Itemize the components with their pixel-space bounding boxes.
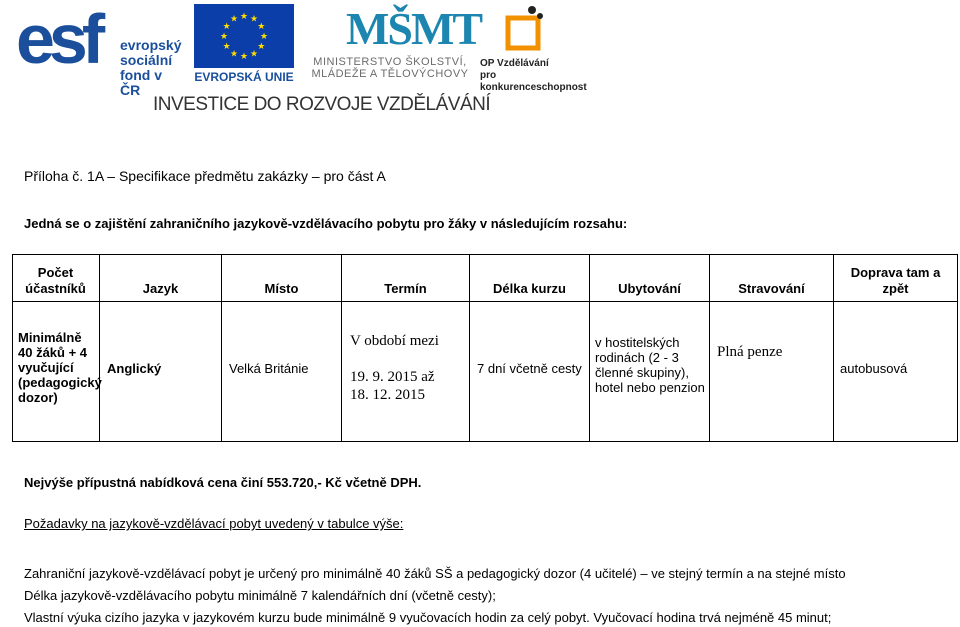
- intro-text: Jedná se o zajištění zahraničního jazykově-vzdělávacího pobytu pro žáky v následujícím rozsahu:: [24, 216, 628, 231]
- eu-star-icon: ★: [239, 51, 249, 61]
- eu-star-icon: ★: [229, 48, 239, 59]
- slogan: INVESTICE DO ROZVOJE VZDĚLÁVÁNÍ: [153, 94, 491, 115]
- cell-language: Anglický: [107, 361, 162, 376]
- cell-board: Plná penze: [717, 344, 783, 360]
- op-line1: OP Vzdělávání: [480, 58, 549, 69]
- eu-star-icon: ★: [259, 31, 269, 41]
- requirements-heading: Požadavky na jazykově-vzdělávací pobyt uvedený v tabulce výše:: [24, 516, 404, 531]
- eu-star-icon: ★: [219, 31, 229, 41]
- op-mark-icon: [504, 4, 548, 52]
- eu-star-icon: ★: [229, 13, 239, 24]
- eu-star-icon: ★: [257, 21, 266, 31]
- header-accommodation: Ubytování: [618, 281, 681, 296]
- esf-line3: fond v ČR: [120, 67, 162, 98]
- header-participants: Počet účastníků: [25, 265, 86, 296]
- eu-flag-icon: [194, 4, 294, 68]
- esf-logo: [16, 0, 186, 98]
- header-term: Termín: [384, 281, 427, 296]
- header-language: Jazyk: [142, 281, 179, 296]
- cell-term: V období mezi 19. 9. 2015 až 18. 12. 2015: [350, 333, 439, 403]
- esf-logo-letters: esf: [16, 0, 100, 78]
- eu-star-icon: ★: [249, 48, 259, 59]
- header-place: Místo: [264, 281, 299, 296]
- esf-line1: evropský: [120, 37, 182, 53]
- eu-caption: EVROPSKÁ UNIE: [194, 70, 294, 84]
- eu-star-icon: ★: [222, 41, 231, 51]
- requirement-paragraph: Vlastní výuka cizího jazyka v jazykovém kurzu bude minimálně 9 vyučovacích hodin za celý pobyt. Vyučovací hodina trvá nejméně 45 minut;: [24, 610, 832, 625]
- header-board: Stravování: [738, 281, 805, 296]
- eu-star-icon: ★: [222, 21, 231, 31]
- header-transport: Doprava tam a zpět: [850, 265, 941, 296]
- cell-length: 7 dní včetně cesty: [477, 361, 582, 376]
- msmt-mark: MŠMT: [346, 3, 482, 54]
- cell-participants: Minimálně 40 žáků + 4 vyučující (pedagogický dozor): [18, 330, 102, 405]
- eu-star-icon: ★: [239, 11, 249, 21]
- header-length: Délka kurzu: [493, 281, 566, 296]
- specification-table: [12, 254, 958, 442]
- cell-place: Velká Británie: [229, 361, 309, 376]
- op-logo: [480, 4, 600, 93]
- msmt-line1: MINISTERSTVO ŠKOLSTVÍ,: [313, 56, 467, 68]
- cell-transport: autobusová: [840, 361, 908, 376]
- esf-logo-text: [120, 38, 186, 98]
- page-title: Příloha č. 1A – Specifikace předmětu zakázky – pro část A: [24, 168, 386, 184]
- op-text: [480, 58, 600, 94]
- cell-accommodation: v hostitelských rodinách (2 - 3 členné skupiny), hotel nebo penzion: [595, 335, 705, 395]
- msmt-line2: MLÁDEŽE A TĚLOVÝCHOVY: [311, 68, 469, 80]
- esf-line2: sociální: [120, 52, 173, 68]
- eu-star-icon: ★: [249, 13, 259, 24]
- op-line2: pro konkurenceschopnost: [480, 70, 587, 93]
- requirement-paragraph: Zahraniční jazykově-vzdělávací pobyt je určený pro minimálně 40 žáků SŠ a pedagogický dozor (4 učitelé) – ve stejný termín a na stejné místo: [24, 566, 846, 581]
- msmt-logo: [300, 4, 480, 84]
- eu-logo: [194, 4, 294, 84]
- max-price-text: Nejvýše přípustná nabídková cena činí 553.720,- Kč včetně DPH.: [24, 475, 422, 490]
- msmt-text: [300, 56, 480, 80]
- eu-star-icon: ★: [257, 41, 266, 51]
- requirement-paragraph: Délka jazykově-vzdělávacího pobytu minimálně 7 kalendářních dní (včetně cesty);: [24, 588, 496, 603]
